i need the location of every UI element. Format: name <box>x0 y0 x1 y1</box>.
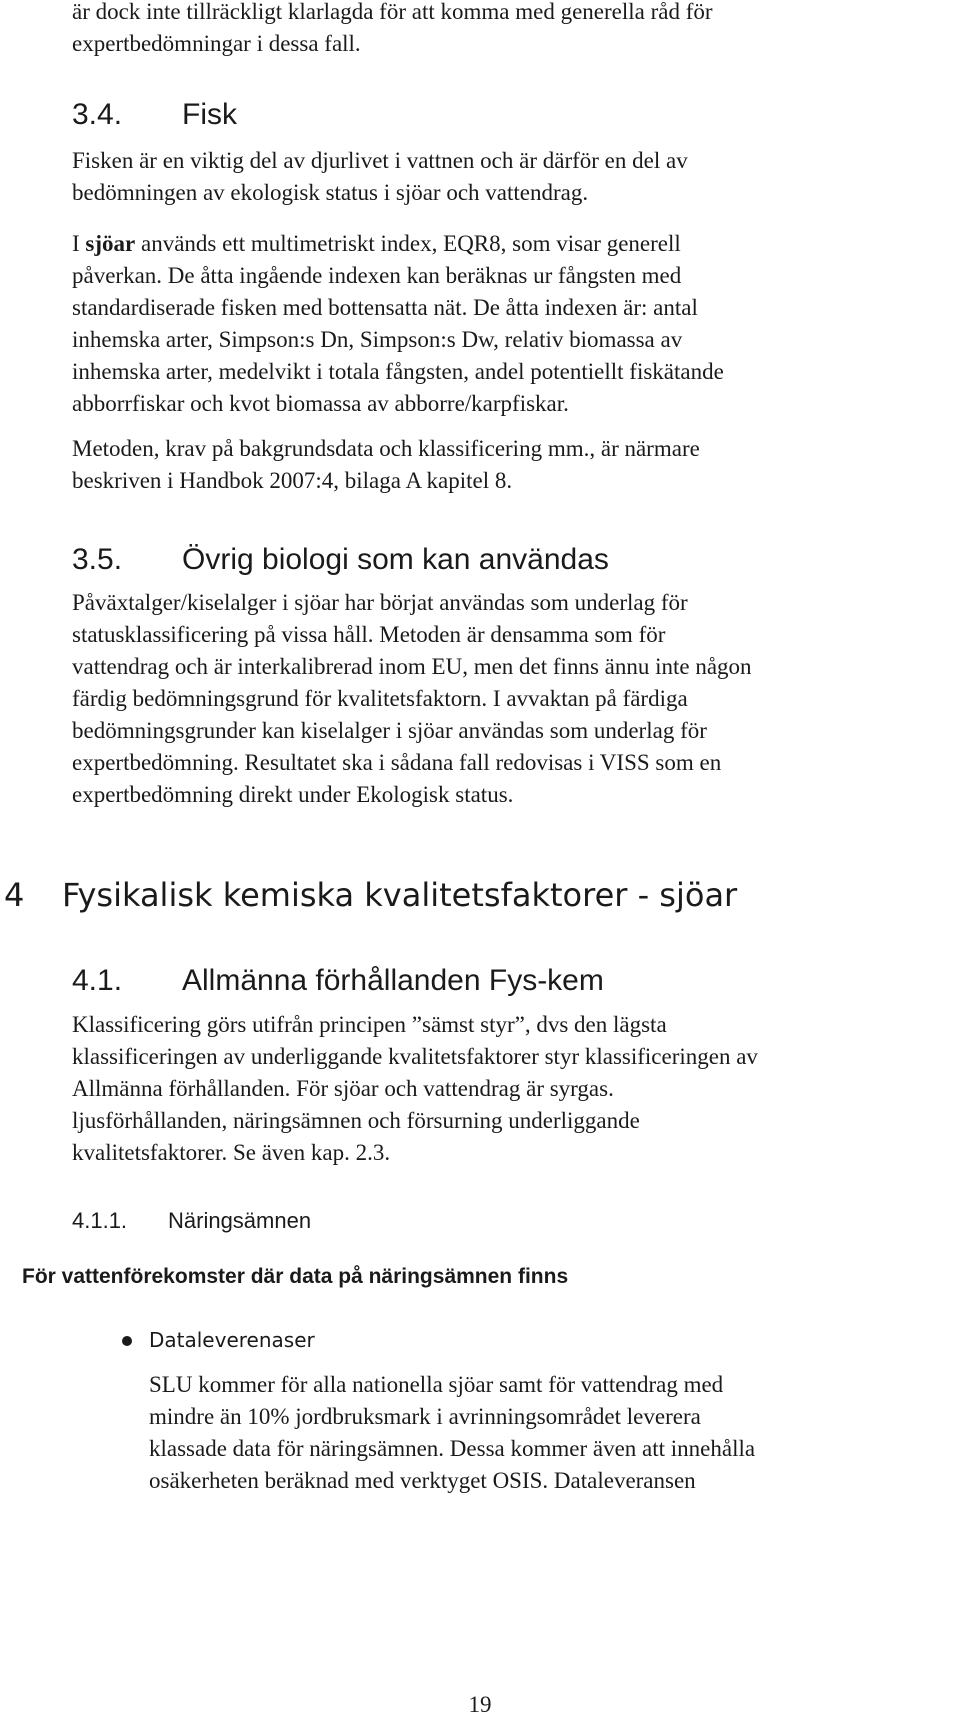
subheading-bold: För vattenförekomster där data på näringsämnen finns <box>22 1265 569 1288</box>
text-line: beskriven i Handbok 2007:4, bilaga A kapitel 8. <box>72 468 513 493</box>
text-line: Fisken är en viktig del av djurlivet i vattnen och är därför en del av <box>72 148 688 173</box>
text-line: bedömningen av ekologisk status i sjöar och vattendrag. <box>72 180 589 205</box>
text-line: standardiserade fisken med bottensatta nät. De åtta indexen är: antal <box>72 295 698 320</box>
text-run: används ett multimetriskt index, EQR8, som visar generell <box>135 231 681 256</box>
text-line: Metoden, krav på bakgrundsdata och klassificering mm., är närmare <box>72 436 700 461</box>
chapter-heading-4 <box>4 875 954 915</box>
section-heading-4-1-1 <box>72 1207 952 1235</box>
text-line: inhemska arter, medelvikt i totala fångsten, andel potentiellt fiskätande <box>72 359 724 384</box>
section-number: 4.1.1. <box>72 1208 128 1233</box>
section-title: Övrig biologi som kan användas <box>182 543 609 576</box>
bullet-paragraph <box>149 1369 949 1497</box>
text-line: ljusförhållanden, näringsämnen och försurning underliggande <box>72 1108 640 1133</box>
text-line: expertbedömning direkt under Ekologisk status. <box>72 782 514 807</box>
section-title: Allmänna förhållanden Fys-kem <box>182 964 604 997</box>
text-line: Allmänna förhållanden. För sjöar och vattendrag är syrgas. <box>72 1076 614 1101</box>
text-line <box>72 228 952 260</box>
text-line: statusklassificering på vissa håll. Metoden är densamma som för <box>72 622 666 647</box>
text-run: I <box>72 231 86 256</box>
section-heading-3-5 <box>72 542 952 578</box>
intro-paragraph <box>72 0 952 60</box>
fisk-paragraph-3 <box>72 433 952 497</box>
ovrig-biologi-paragraph <box>72 587 952 811</box>
allmanna-forhallanden-paragraph <box>72 1009 952 1169</box>
page-number: 19 <box>468 1692 492 1717</box>
text-line: vattendrag och är interkalibrerad inom EU, men det finns ännu inte någon <box>72 654 752 679</box>
text-line: kvalitetsfaktorer. Se även kap. 2.3. <box>72 1140 391 1165</box>
section-number: 3.4. <box>72 98 123 131</box>
section-title: Fisk <box>182 98 237 131</box>
section-heading-4-1 <box>72 963 952 999</box>
text-line: Påväxtalger/kiselalger i sjöar har börjat användas som underlag för <box>72 590 688 615</box>
text-line: mindre än 10% jordbruksmark i avrinningsområdet leverera <box>149 1404 701 1429</box>
text-line: expertbedömningar i dessa fall. <box>72 31 361 56</box>
text-line: bedömningsgrunder kan kiselalger i sjöar användas som underlag för <box>72 718 707 743</box>
section-title: Näringsämnen <box>168 1208 312 1233</box>
text-line: Klassificering görs utifrån principen ”sämst styr”, dvs den lägsta <box>72 1012 667 1037</box>
text-line: färdig bedömningsgrund för kvalitetsfaktorn. I avvaktan på färdiga <box>72 686 688 711</box>
text-line: påverkan. De åtta ingående indexen kan beräknas ur fångsten med <box>72 263 682 288</box>
fisk-paragraph-2 <box>72 228 952 420</box>
section-number: 3.5. <box>72 543 123 576</box>
text-line: är dock inte tillräckligt klarlagda för att komma med generella råd för <box>72 0 713 24</box>
bullet-title: Dataleverenaser <box>149 1328 315 1352</box>
section-heading-3-4 <box>72 97 952 133</box>
chapter-title: Fysikalisk kemiska kvalitetsfaktorer - sjöar <box>62 876 738 914</box>
text-line: abborrfiskar och kvot biomassa av abborre/karpfiskar. <box>72 391 569 416</box>
section-number: 4.1. <box>72 964 123 997</box>
chapter-number: 4 <box>4 876 25 914</box>
text-line: SLU kommer för alla nationella sjöar samt för vattendrag med <box>149 1372 724 1397</box>
bold-term: sjöar <box>85 231 136 256</box>
text-line: klassificeringen av underliggande kvalitetsfaktorer styr klassificeringen av <box>72 1044 758 1069</box>
text-line: inhemska arter, Simpson:s Dn, Simpson:s Dw, relativ biomassa av <box>72 327 683 352</box>
fisk-paragraph-1 <box>72 145 952 209</box>
text-line: klassade data för näringsämnen. Dessa kommer även att innehålla <box>149 1436 756 1461</box>
text-line: expertbedömning. Resultatet ska i sådana fall redovisas i VISS som en <box>72 750 722 775</box>
text-line: osäkerheten beräknad med verktyget OSIS. Dataleveransen <box>149 1468 696 1493</box>
bullet-icon <box>122 1336 132 1346</box>
